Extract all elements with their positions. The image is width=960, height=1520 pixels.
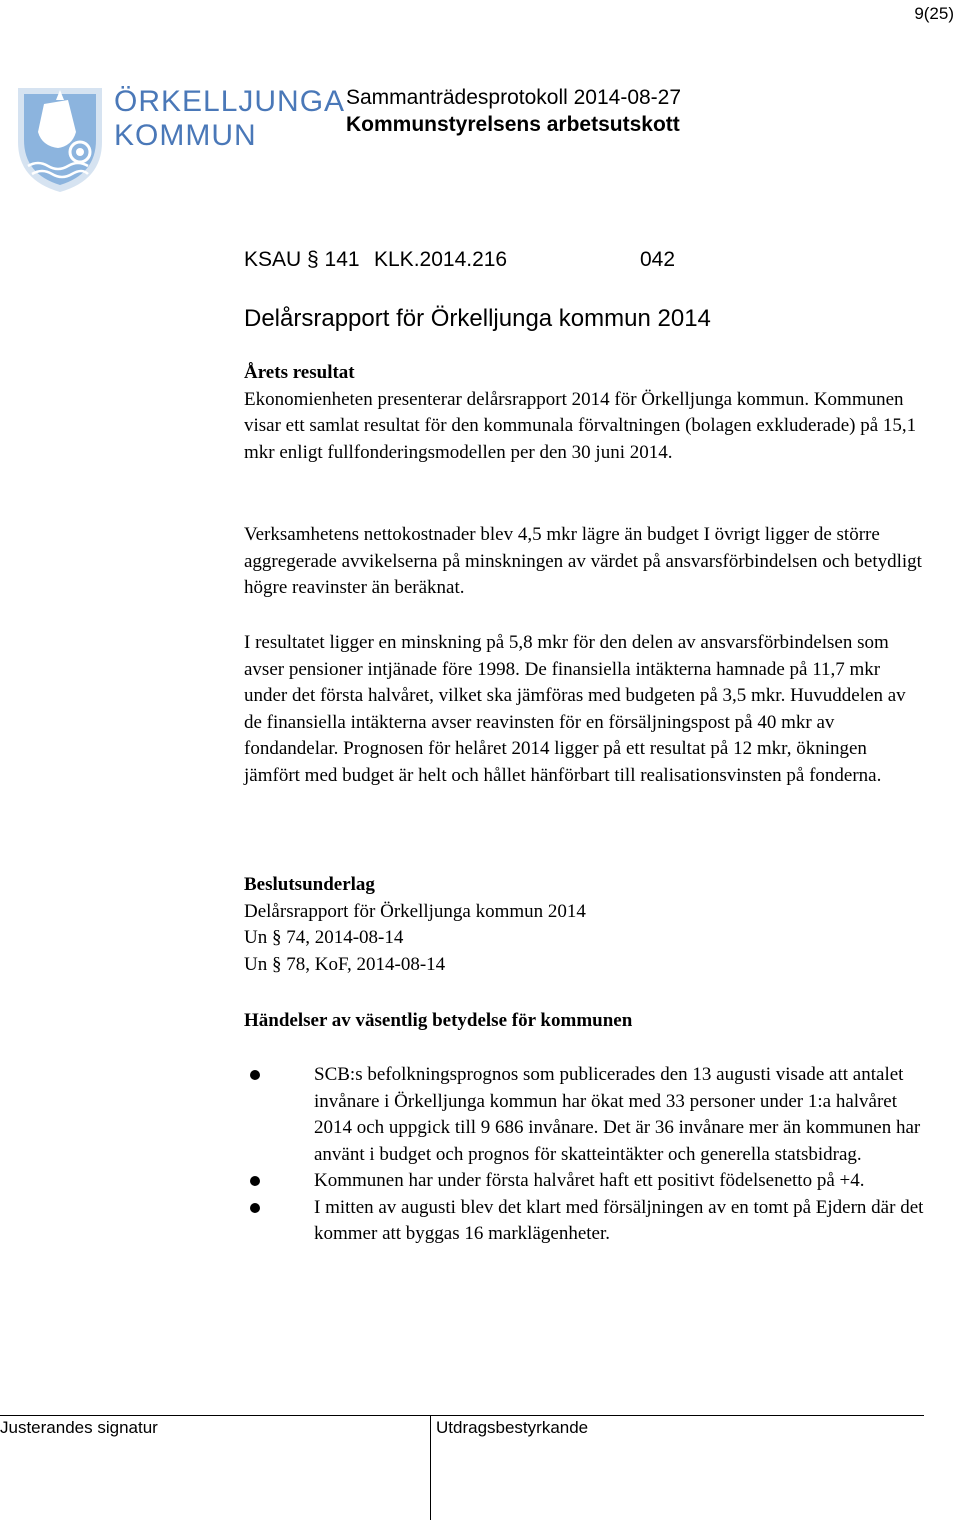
list-item-text: SCB:s befolkningsprognos som publicerades den 13 augusti visade att antalet invånare i Örkelljunga kommun har ökat med 33 personer under 1:a halvåret 2014 och uppgick till 9 686 invånare. Det är 36 invånare mer än kommunen har använt i budget och prognos för skatteintäkter och generella statsbidrag. (314, 1064, 921, 1165)
coat-of-arms-icon (16, 82, 112, 194)
section-heading: Årets resultat (244, 362, 355, 383)
case-code: 042 (640, 248, 676, 271)
section-costs (244, 522, 924, 602)
section-result (244, 360, 924, 466)
list-item (246, 1195, 926, 1248)
bullet-icon (250, 1176, 260, 1186)
list-item (246, 1168, 926, 1195)
case-number: KLK.2014.216 (374, 248, 508, 271)
paragraph: Verksamhetens nettokostnader blev 4,5 mkr lägre än budget I övrigt ligger de större aggregerade avvikelserna på minskningen av värdet på ansvarsförbindelsen och betydligt högre reavinster än beräknat. (244, 524, 922, 598)
document-title: Delårsrapport för Örkelljunga kommun 2014 (244, 305, 711, 332)
list-item-text: Kommunen har under första halvåret haft ett positivt födelsenetto på +4. (314, 1170, 865, 1191)
signature-label: Justerandes signatur (0, 1418, 158, 1437)
committee-name: Kommunstyrelsens arbetsutskott (346, 113, 680, 136)
list-item-text: I mitten av augusti blev det klart med försäljningen av en tomt på Ejdern där det kommer att byggas 16 marklägenheter. (314, 1196, 924, 1244)
section-heading: Beslutsunderlag (244, 874, 375, 895)
bullet-icon (250, 1070, 260, 1080)
events-list (246, 1062, 926, 1248)
footer-divider-line (0, 1415, 924, 1416)
basis-item: Un § 74, 2014-08-14 (244, 927, 404, 948)
basis-item: Un § 78, KoF, 2014-08-14 (244, 953, 446, 975)
logo-text-line2: KOMMUN (114, 119, 257, 152)
paragraph: I resultatet ligger en minskning på 5,8 mkr för den delen av ansvarsförbindelsen som avser pensioner intjänade före 1998. De finansiella intäkterna hamnade på 11,7 mkr under det första halvåret, vilket ska jämföras med budgeten på 3,5 mkr. Huvuddelen av de finansiella intäkterna avser reavinsten för en försäljningspost på 40 mkr av fondandelar. Prognosen för helåret 2014 ligger på ett resultat på 12 mkr, ökningen jämfört med budget är helt och hållet hänförbart till realisationsvinsten på fonderna. (244, 632, 906, 786)
section-events (244, 1008, 924, 1035)
page-number: 9(25) (914, 4, 954, 23)
municipality-logo (16, 82, 346, 194)
bullet-icon (250, 1203, 260, 1213)
footer-column-divider (430, 1415, 431, 1520)
basis-item: Delårsrapport för Örkelljunga kommun 2014 (244, 900, 586, 922)
paragraph: Ekonomienheten presenterar delårsrapport 2014 för Örkelljunga kommun. Kommunen visar ett samlat resultat för den kommunala förvaltningen (bolagen exkluderade) på 15,1 mkr enligt fullfonderingsmodellen per den 30 juni 2014. (244, 388, 917, 463)
section-details (244, 630, 924, 789)
protocol-title: Sammanträdesprotokoll 2014-08-27 (346, 86, 682, 109)
case-paragraph: KSAU § 141 (244, 248, 360, 271)
list-item (246, 1062, 926, 1168)
case-reference-line (244, 248, 675, 272)
section-basis (244, 872, 924, 978)
section-heading: Händelser av väsentlig betydelse för kommunen (244, 1010, 633, 1031)
logo-text-line1: ÖRKELLJUNGA (114, 85, 346, 118)
certification-label: Utdragsbestyrkande (436, 1418, 589, 1437)
